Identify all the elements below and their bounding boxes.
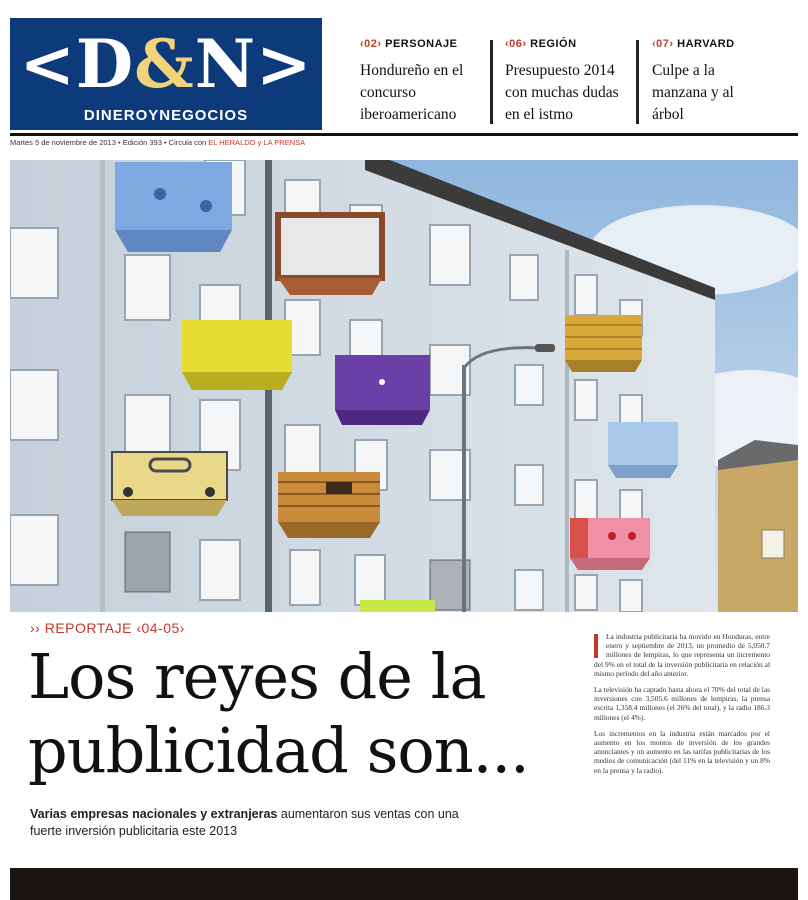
teaser-region[interactable] (505, 38, 640, 126)
teaser-kicker (360, 38, 495, 50)
teaser-page-number: ‹06› (505, 38, 527, 50)
body-paragraph: La televisión ha captado hasta ahora el 70% del total de las inversiones con 3,505.6 millones de lempiras, la prensa escrita 1,358.4 millones (el 26% del total), y la radio 186.3 millones (el 4%). (594, 685, 770, 722)
teaser-section: REGIÓN (530, 38, 577, 50)
building-illustration (10, 160, 798, 612)
logo-subtitle: DINEROYNEGOCIOS (83, 107, 249, 124)
dateline-text: Martes 5 de noviembre de 2013 • Edición 393 • Circula con (10, 138, 209, 147)
body-paragraph: Los incrementos en la industria están marcados por el aumento en los montos de inversión de los grandes anunciantes y un aumento en las tarifas publicitarias de los medios de comunicación (del 11% en la televisión y un 8% en la prensa y la radio). (594, 728, 770, 775)
logo-wordmark (10, 26, 322, 102)
subhead-bold: Varias empresas nacionales y extranjeras (30, 807, 278, 821)
article-headline[interactable] (28, 640, 588, 788)
article-body (594, 632, 770, 782)
teaser-text: Culpe a la manzana y al árbol (652, 62, 734, 123)
teaser-text: Hondureño en el concurso iberoamericano (360, 62, 464, 123)
article-kicker[interactable]: ›› REPORTAJE ‹04-05› (30, 620, 185, 636)
teaser-kicker (652, 38, 787, 50)
logo-ampersand: & (134, 25, 195, 103)
footer-bar (10, 868, 798, 900)
logo-left: <D (19, 25, 135, 103)
headline-line-2: publicidad son... (28, 714, 529, 787)
teaser-kicker (505, 38, 640, 50)
masthead-logo[interactable] (10, 18, 322, 130)
article-subhead (30, 806, 470, 840)
divider (636, 40, 639, 124)
teaser-page-number: ‹02› (360, 38, 382, 50)
teaser-text: Presupuesto 2014 con muchas dudas en el istmo (505, 62, 619, 123)
body-paragraph: La industria publicitaria ha movido en Honduras, entre enero y septiembre de 2013, un promedio de 5,050.7 millones de lempiras, lo que representa un incremento del 9% en el total de la inversión publicitaria en relación al mismo período del año anterior. (594, 632, 770, 678)
cover-photo[interactable] (10, 160, 798, 612)
dateline-highlight: EL HERALDO y LA PRENSA (208, 138, 306, 147)
teaser-section: HARVARD (677, 38, 735, 50)
subhead-rest: aumentaron sus ventas con una fuerte inversión publicitaria este 2013 (30, 807, 459, 838)
teaser-page-number: ‹07› (652, 38, 674, 50)
logo-right: N> (194, 25, 313, 103)
dropcap-bar (594, 634, 598, 658)
dateline (10, 138, 305, 147)
teaser-harvard[interactable] (652, 38, 787, 126)
header-rule (10, 133, 798, 136)
teaser-section: PERSONAJE (385, 38, 458, 50)
teaser-personaje[interactable] (360, 38, 495, 126)
divider (490, 40, 493, 124)
headline-line-1: Los reyes de la (28, 640, 486, 713)
